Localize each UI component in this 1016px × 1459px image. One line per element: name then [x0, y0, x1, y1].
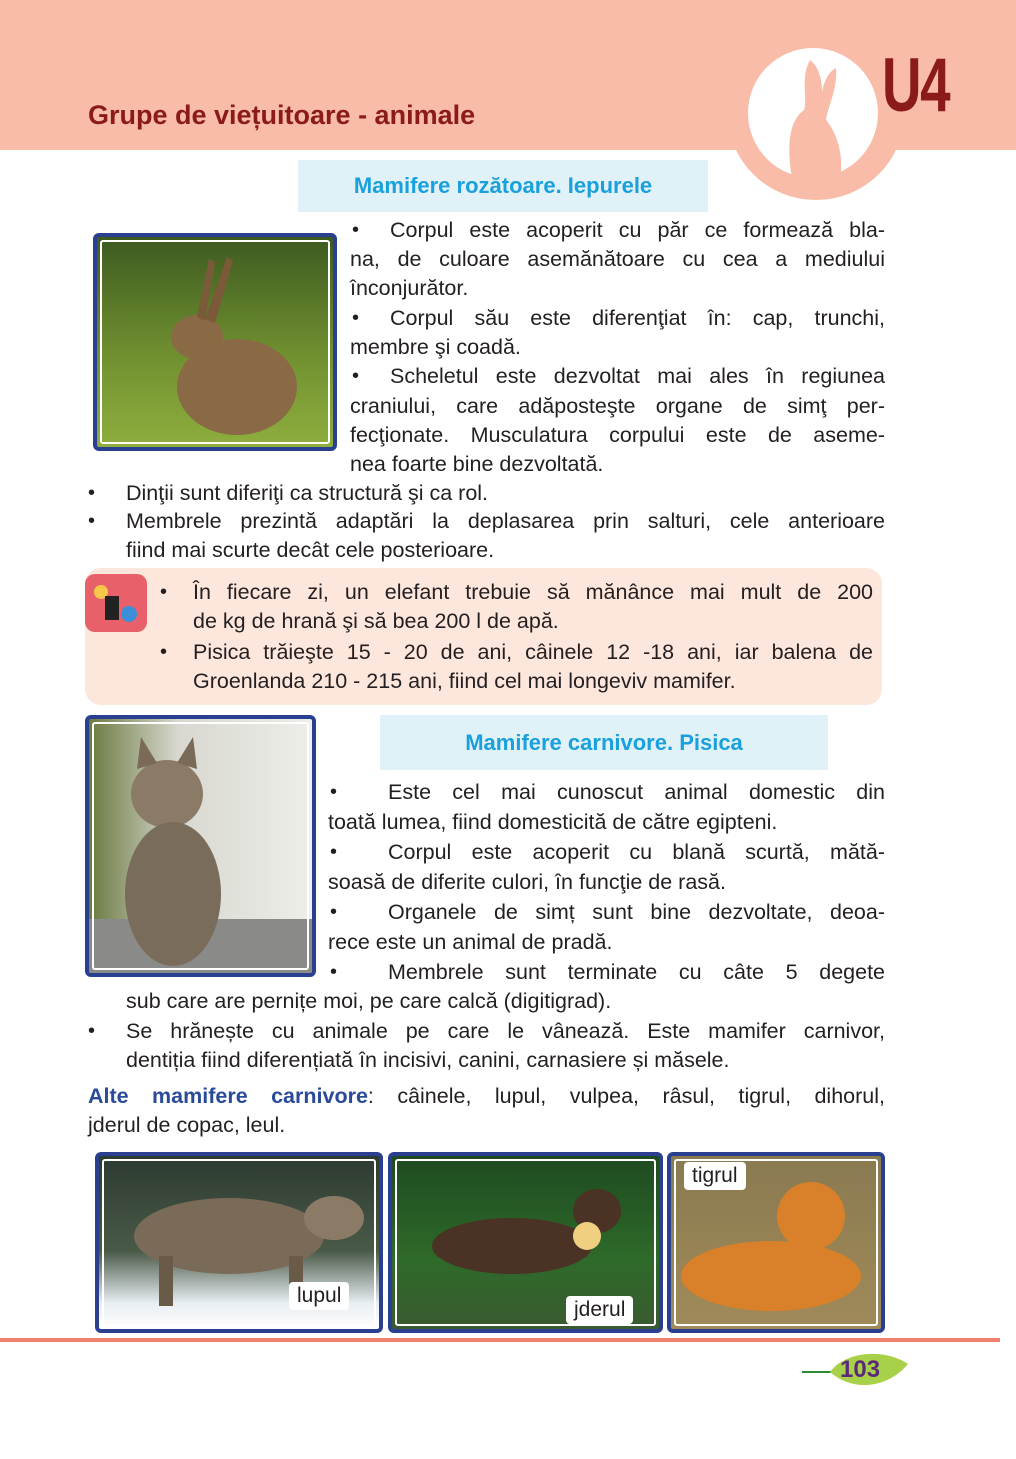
wolf-label: lupul	[289, 1282, 349, 1310]
tiger-label: tigrul	[684, 1162, 746, 1190]
bullet: •	[88, 1020, 96, 1042]
text-line: Scheletul este dezvoltat mai ales în regiunea	[390, 364, 885, 388]
divider	[0, 1338, 1000, 1342]
marten-label: jderul	[566, 1296, 633, 1324]
text-line: Se hrănește cu animale pe care le vânează. Este mamifer carnivor,	[126, 1019, 885, 1043]
text-line: Organele de simț sunt bine dezvoltate, deoa-	[388, 900, 885, 924]
text-line: toată lumea, fiind domesticită de către egipteni.	[328, 810, 778, 834]
text-line: înconjurător.	[350, 276, 469, 300]
unit-label: U4	[882, 43, 950, 128]
other-carnivores-line	[88, 1082, 885, 1110]
bullet: •	[88, 510, 96, 532]
text-line: Corpul este acoperit cu blană scurtă, mătă-	[388, 840, 885, 864]
hare-photo	[93, 233, 337, 451]
fact-line: Pisica trăieşte 15 - 20 de ani, câinele 12 -18 ani, iar balena de	[193, 640, 873, 664]
text-line: membre şi coadă.	[350, 335, 521, 359]
other-carnivores-label: Alte mamifere carnivore	[88, 1084, 368, 1108]
bullet: •	[352, 365, 360, 387]
page-title: Grupe de viețuitoare - animale	[88, 100, 476, 130]
text-line: Este cel mai cunoscut animal domestic din	[388, 780, 885, 804]
text-line: Dinţii sunt diferiţi ca structură şi ca rol.	[126, 481, 489, 505]
bullet: •	[330, 961, 338, 983]
fact-line: de kg de hrană şi să bea 200 l de apă.	[193, 609, 559, 633]
text-line: Corpul este acoperit cu păr ce formează bla-	[390, 218, 885, 242]
text-line: dentiția fiind diferențiată în incisivi, canini, carnasiere și măsele.	[126, 1048, 730, 1072]
other-carnivores-list: : câinele, lupul, vulpea, râsul, tigrul, dihorul,	[367, 1084, 885, 1108]
text-line: Corpul său este diferenţiat în: cap, trunchi,	[390, 306, 885, 330]
text-line: jderul de copac, leul.	[88, 1113, 286, 1137]
text-line: rece este un animal de pradă.	[328, 930, 613, 954]
page-number: 103	[840, 1356, 881, 1383]
idea-icon	[85, 574, 147, 632]
bullet: •	[160, 581, 168, 603]
bullet: •	[330, 901, 338, 923]
bullet: •	[330, 841, 338, 863]
bullet: •	[160, 641, 168, 663]
text-line: fiind mai scurte decât cele posterioare.	[126, 538, 495, 562]
bullet: •	[352, 307, 360, 329]
text-line: soasă de diferite culori, în funcţie de rasă.	[328, 870, 726, 894]
fact-line: În fiecare zi, un elefant trebuie să mănânce mai mult de 200	[193, 580, 873, 604]
text-line: sub care are pernițe moi, pe care calcă (digitigrad).	[126, 989, 612, 1013]
bullet: •	[330, 781, 338, 803]
cat-photo	[85, 715, 316, 977]
text-line: Membrele prezintă adaptări la deplasarea prin salturi, cele anterioare	[126, 509, 885, 533]
bullet: •	[88, 482, 96, 504]
text-line: fecţionate. Musculatura corpului este de aseme-	[350, 423, 885, 447]
text-line: na, de culoare asemănătoare cu cea a mediului	[350, 247, 885, 271]
section-heading-cat: Mamifere carnivore. Pisica	[380, 715, 828, 770]
section-heading-hare: Mamifere rozătoare. Iepurele	[298, 160, 708, 212]
rabbit-icon	[748, 48, 878, 178]
text-line: craniului, care adăposteşte organe de simţ per-	[350, 394, 885, 418]
bullet: •	[352, 219, 360, 241]
text-line: nea foarte bine dezvoltată.	[350, 452, 604, 476]
text-line: Membrele sunt terminate cu câte 5 degete	[388, 960, 885, 984]
fact-line: Groenlanda 210 - 215 ani, fiind cel mai longeviv mamifer.	[193, 669, 736, 693]
